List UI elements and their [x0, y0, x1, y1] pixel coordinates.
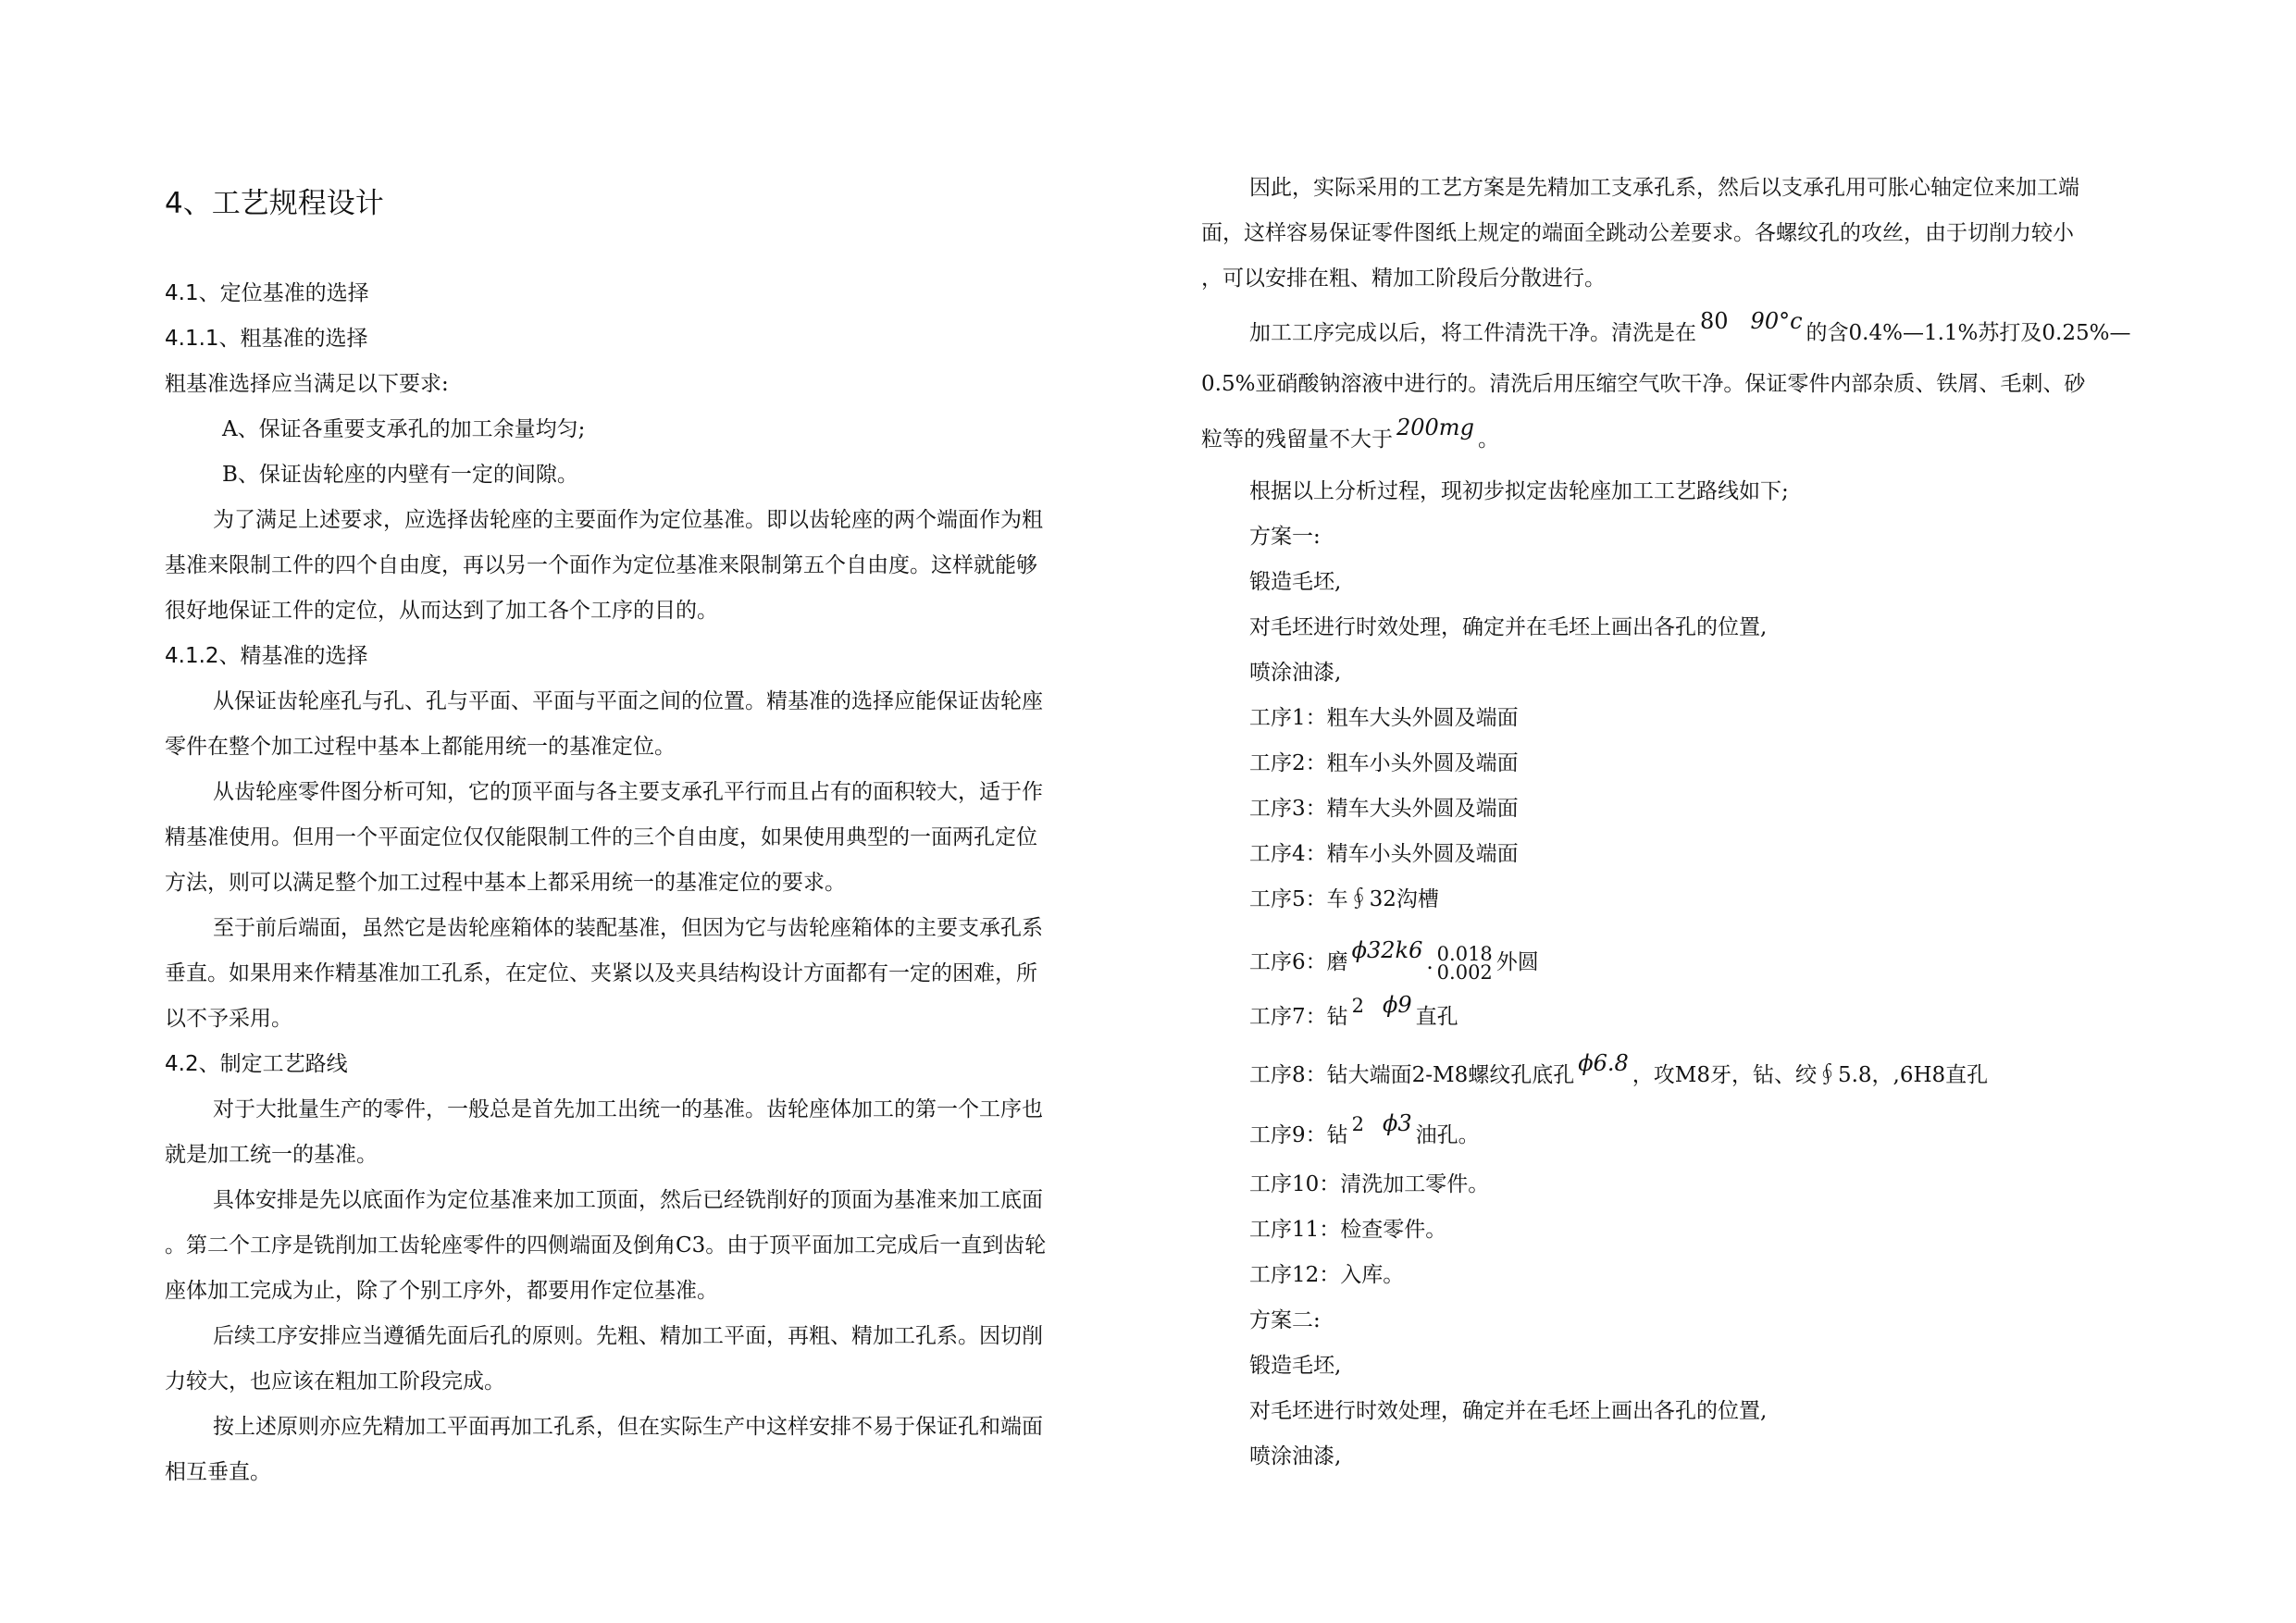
paragraph-line: 后续工序安排应当遵循先面后孔的原则。先粗、精加工平面，再粗、精加工孔系。因切削: [213, 1324, 1043, 1348]
dimension-symbol: ϕ6.8: [1578, 1050, 1629, 1076]
list-item-a: A、保证各重要支承孔的加工余量均匀;: [222, 417, 586, 441]
process-step-1: 工序1：粗车大头外圆及端面: [1249, 706, 1519, 730]
heading-4-1-2: 4.1.2、精基准的选择: [165, 644, 368, 668]
paragraph-line: [1201, 415, 1499, 453]
text-run: 工序7：钻: [1249, 1005, 1348, 1029]
process-step-12: 工序12：入库。: [1249, 1263, 1405, 1287]
paragraph-line: 就是加工统一的基准。: [165, 1143, 378, 1167]
hole-count: 2: [1351, 1113, 1365, 1135]
plan-step: 锻造毛坯,: [1249, 570, 1342, 594]
process-step-6: [1249, 937, 1539, 984]
process-step-8: [1249, 1050, 1989, 1089]
text-run: .: [1426, 950, 1433, 974]
paragraph-line: 零件在整个加工过程中基本上都能用统一的基准定位。: [165, 735, 676, 759]
paragraph-line: 力较大，也应该在粗加工阶段完成。: [165, 1369, 505, 1394]
plan-step: 喷涂油漆,: [1249, 1444, 1342, 1468]
paragraph-line: 从保证齿轮座孔与孔、孔与平面、平面与平面之间的位置。精基准的选择应能保证齿轮座: [213, 689, 1043, 713]
paragraph-line: 很好地保证工件的定位，从而达到了加工各个工序的目的。: [165, 599, 718, 623]
process-step-4: 工序4：精车小头外圆及端面: [1249, 842, 1519, 866]
hole-count: 2: [1351, 995, 1365, 1017]
paragraph-line: 面，这样容易保证零件图纸上规定的端面全跳动公差要求。各螺纹孔的攻丝，由于切削力较小: [1201, 221, 2074, 245]
paragraph-line: 对于大批量生产的零件，一般总是首先加工出统一的基准。齿轮座体加工的第一个工序也: [213, 1097, 1043, 1121]
paragraph-line: 精基准使用。但用一个平面定位仅仅能限制工件的三个自由度，如果使用典型的一面两孔定位: [165, 825, 1037, 849]
text-run: 粒等的残留量不大于: [1201, 427, 1393, 452]
process-step-7: [1249, 992, 1458, 1031]
paragraph-line: 0.5%亚硝酸钠溶液中进行的。清洗后用压缩空气吹干净。保证零件内部杂质、铁屑、毛刺、砂: [1201, 372, 2086, 396]
text-run: 油孔。: [1415, 1123, 1480, 1147]
text-run: 工序6：磨: [1249, 950, 1348, 974]
heading-4-1-1: 4.1.1、粗基准的选择: [165, 327, 368, 351]
dimension-symbol: ϕ9: [1383, 992, 1412, 1018]
paragraph-line: [1249, 308, 2131, 347]
plan-step: 对毛坯进行时效处理，确定并在毛坯上画出各孔的位置,: [1249, 615, 1768, 639]
heading-4-2: 4.2、制定工艺路线: [165, 1052, 348, 1076]
text-run: 外圆: [1496, 950, 1539, 974]
text-run: ，攻M8牙，钻、绞∮5.8，,6H8直孔: [1632, 1063, 1989, 1087]
paragraph-line: 按上述原则亦应先精加工平面再加工孔系，但在实际生产中这样安排不易于保证孔和端面: [213, 1415, 1043, 1439]
list-item-b: B、保证齿轮座的内壁有一定的间隙。: [222, 463, 578, 487]
text-run: 加工工序完成以后，将工件清洗干净。清洗是在: [1249, 321, 1696, 345]
tolerance-upper: 0.018: [1436, 943, 1493, 965]
tolerance-lower: 0.002: [1436, 961, 1493, 984]
temperature-high: 90°c: [1750, 308, 1803, 334]
heading-4-1: 4.1、定位基准的选择: [165, 281, 369, 305]
paragraph-line: 以不予采用。: [165, 1007, 292, 1031]
text-run: 的含0.4%—1.1%苏打及0.25%—: [1806, 321, 2131, 345]
process-step-2: 工序2：粗车小头外圆及端面: [1249, 751, 1519, 775]
plan-step: 对毛坯进行时效处理，确定并在毛坯上画出各孔的位置,: [1249, 1399, 1768, 1423]
paragraph-line: 因此，实际采用的工艺方案是先精加工支承孔系，然后以支承孔用可胀心轴定位来加工端: [1249, 176, 2079, 200]
mass-limit: 200mg: [1396, 415, 1474, 440]
process-step-3: 工序3：精车大头外圆及端面: [1249, 797, 1519, 821]
paragraph-line: 具体安排是先以底面作为定位基准来加工顶面，然后已经铣削好的顶面为基准来加工底面: [213, 1188, 1043, 1212]
dimension-symbol: ϕ3: [1383, 1110, 1412, 1136]
process-step-11: 工序11：检查零件。: [1249, 1218, 1447, 1242]
paragraph-line: 基准来限制工件的四个自由度，再以另一个面作为定位基准来限制第五个自由度。这样就能够: [165, 553, 1037, 577]
paragraph-line: ，可以安排在粗、精加工阶段后分散进行。: [1201, 266, 1606, 291]
paragraph-line: 相互垂直。: [165, 1460, 271, 1484]
process-step-9: [1249, 1110, 1480, 1149]
tolerance-fraction: [1437, 945, 1493, 982]
paragraph-line: 从齿轮座零件图分析可知，它的顶平面与各主要支承孔平行而且占有的面积较大，适于作: [213, 780, 1043, 804]
text-run: 。: [1477, 427, 1499, 452]
paragraph-line: 根据以上分析过程，现初步拟定齿轮座加工工艺路线如下;: [1249, 479, 1789, 503]
process-step-5: 工序5：车∮32沟槽: [1249, 887, 1439, 911]
paragraph-line: 方法，则可以满足整个加工过程中基本上都采用统一的基准定位的要求。: [165, 871, 846, 895]
paragraph-line: 为了满足上述要求，应选择齿轮座的主要面作为定位基准。即以齿轮座的两个端面作为粗: [213, 508, 1043, 532]
paragraph-line: 垂直。如果用来作精基准加工孔系，在定位、夹紧以及夹具结构设计方面都有一定的困难，所: [165, 961, 1037, 985]
plan-step: 喷涂油漆,: [1249, 661, 1342, 685]
paragraph-line: 至于前后端面，虽然它是齿轮座箱体的装配基准，但因为它与齿轮座箱体的主要支承孔系: [213, 916, 1043, 940]
paragraph-line: 粗基准选择应当满足以下要求:: [165, 372, 449, 396]
text-run: 直孔: [1415, 1005, 1458, 1029]
section-title: 4、工艺规程设计: [165, 187, 384, 220]
process-step-10: 工序10：清洗加工零件。: [1249, 1172, 1490, 1196]
text-run: 工序8：钻大端面2-M8螺纹孔底孔: [1249, 1063, 1575, 1087]
paragraph-line: 。第二个工序是铣削加工齿轮座零件的四侧端面及倒角C3。由于顶平面加工完成后一直到齿轮: [165, 1233, 1047, 1258]
plan-heading-2: 方案二:: [1249, 1308, 1321, 1332]
plan-step: 锻造毛坯,: [1249, 1354, 1342, 1378]
plan-heading-1: 方案一:: [1249, 525, 1321, 549]
text-run: 工序9：钻: [1249, 1123, 1348, 1147]
temperature-low: 80: [1700, 308, 1729, 334]
paragraph-line: 座体加工完成为止，除了个别工序外，都要用作定位基准。: [165, 1279, 718, 1303]
dimension-symbol: ϕ32k6: [1351, 937, 1423, 963]
